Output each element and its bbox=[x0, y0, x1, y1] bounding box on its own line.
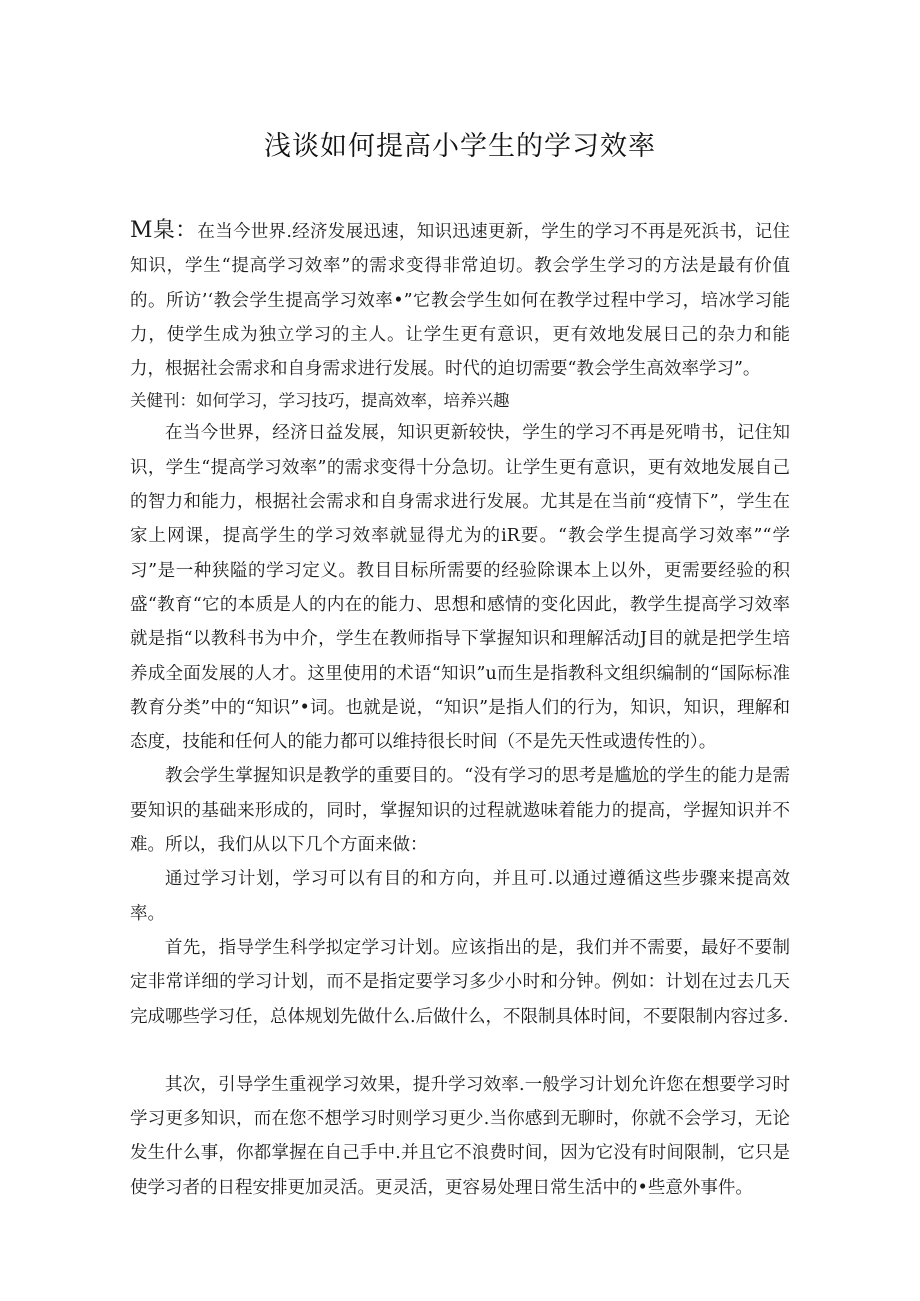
paragraph-2: 教会学生掌握知识是教学的重要目的。“没有学习的思考是尴尬的学生的能力是需要知识的基础来形成的，同时，掌握知识的过程就遨味着能力的提高，学握知识并不难。所以，我们从以下几个方面来做： bbox=[130, 766, 790, 856]
abstract-text: 在当今世界.经济发展迅速，知识迅速更新，学生的学习不再是死浜书，记住知识，学生“提高学习效率”的需求变得非常迫切。教会学生学习的方法是最有价值的。所访’‘教会学生提高学习效率•”它教会学生如何在教学过程中学习，培冰学习能力，使学生成为独立学习的主人。让学生更有意识，更有效地发展日己的杂力和能力，根据社会需求和自身需求进行发展。时代的迫切需要“教会学生高效率学习”。 bbox=[130, 222, 791, 380]
paragraph-4: 首先，指导学生科学拟定学习计划。应该指出的是，我们并不需要，最好不要制定非常详细的学习计划，而不是指定要学习多少小时和分钟。例如：计划在过去几天完成哪些学习任，总体规划先做什么.后做什么，不限制具体时间，不要限制内容过多. bbox=[130, 937, 790, 1027]
keywords: 关健刊：如何学习，学习技巧，提高效率，培养兴趣 bbox=[130, 391, 510, 411]
abstract-label: M臬： bbox=[130, 218, 198, 243]
paragraph-1: 在当今世界，经济日益发展，知识更新较快，学生的学习不再是死啃书，记住知识，学生“提高学习效率”的需求变得十分急切。让学生更有意识，更有效地发展自己的智力和能力，根据社会需求和自身需求进行发展。尤其是在当前“疫情下”，学生在家上网课，提高学生的学习效率就显得尤为的iR要。“教会学生提高学习效率”“学习”是一种狭隘的学习定义。教目目标所需要的经验除课本上以外，更需要经验的积盛“教育“它的本质是人的内在的能力、思想和感情的变化因此，教学生提高学习效率就是指“以教科书为中介，学生在教师指导下掌握知识和理解活动J目的就是把学生培养成全面发展的人才。这里使用的术语“知识”u而生是指教科文组织编制的“国际标准教育分类”中的“知识”•词。也就是说，“知识”是指人们的行为，知识，知识，理解和态度，技能和任何人的能力都可以维持很长时间（不是先天性或遗传性的）。 bbox=[130, 423, 790, 753]
paragraph-5: 其次，引导学生重视学习效果，提升学习效率.一般学习计划允许您在想要学习时学习更多知识，而在您不想学习时则学习更少.当你感到无聊时，你就不会学习，无论发生什么事，你都掌握在自己手中.并且它不浪费时间，因为它没有时间限制，它只是使学习者的日程安排更加灵活。更灵活，更容易处理日常生活中的•些意外事件。 bbox=[130, 1074, 790, 1198]
document-body bbox=[130, 214, 790, 1205]
paragraph-3: 通过学习计划，学习可以有目的和方向，并且可.以通过遵循这些步骤来提高效率。 bbox=[130, 869, 790, 924]
abstract bbox=[130, 214, 790, 386]
paragraph-gap bbox=[130, 1034, 790, 1068]
document-title: 浅谈如何提高小学生的学习效率 bbox=[264, 131, 656, 162]
